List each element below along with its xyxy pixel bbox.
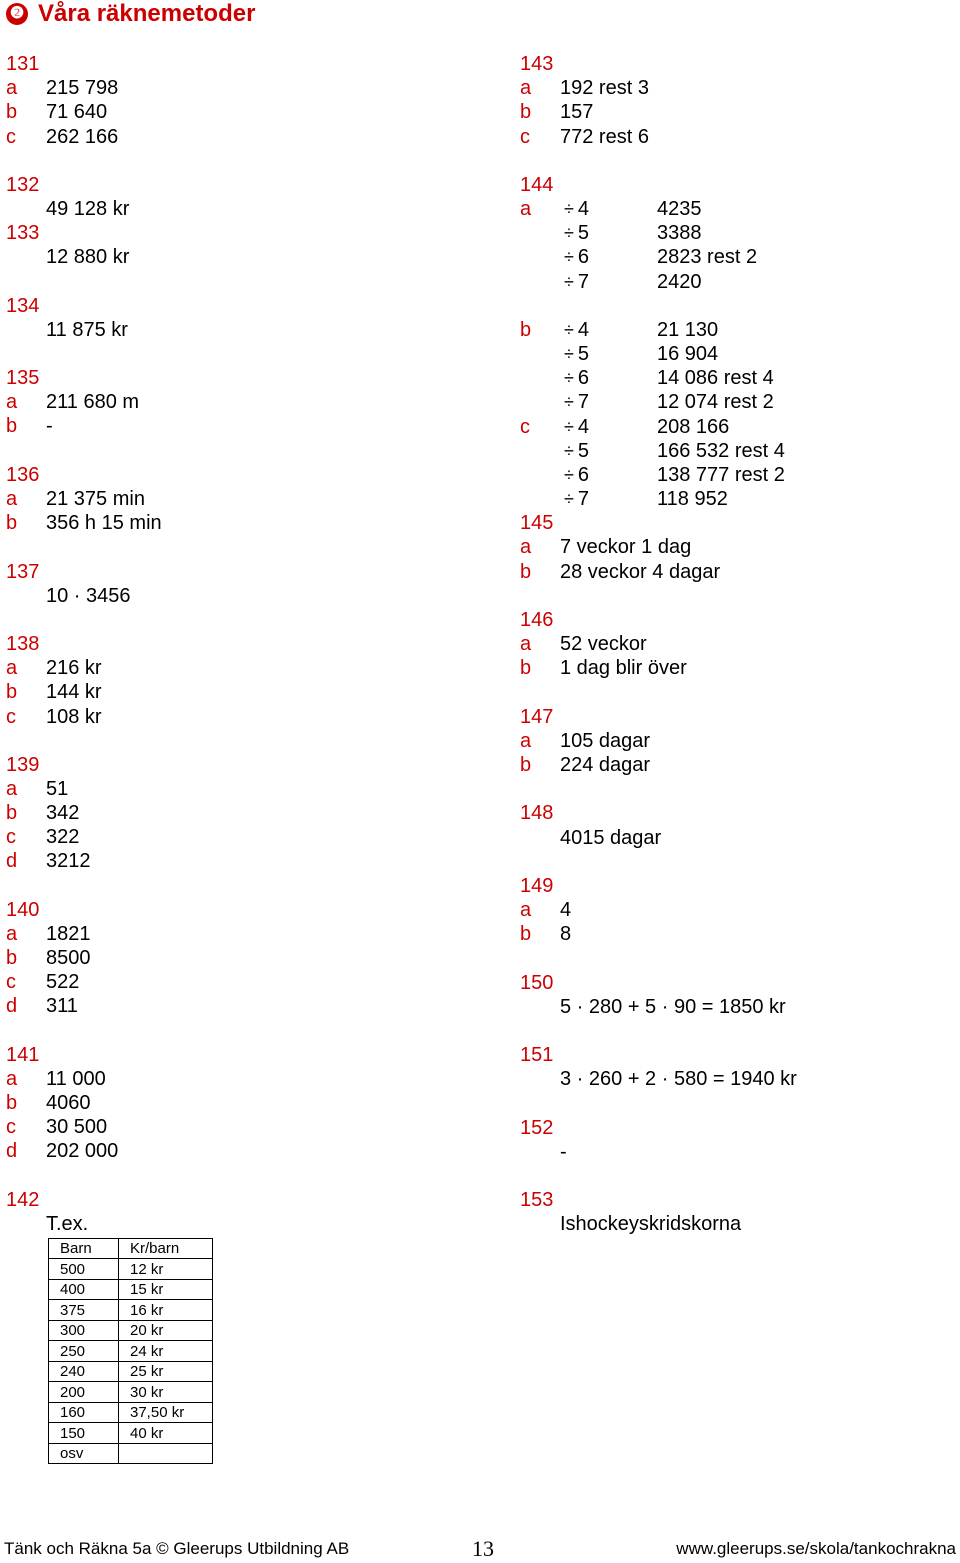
part-label: b (520, 754, 532, 777)
section-number-badge: ❷ (6, 3, 28, 25)
exercise-135 (6, 366, 466, 439)
answer: 7 veckor 1 dag (560, 536, 692, 559)
divisor (564, 366, 594, 390)
answer: 12 880 kr (46, 246, 130, 269)
table-row (49, 1300, 213, 1321)
footer-copyright: Tänk och Räkna 5a © Gleerups Utbildning AB (4, 1539, 350, 1558)
part-label: b (6, 101, 18, 124)
exercise-number: 142 (6, 1188, 40, 1211)
exercise-number: 139 (6, 753, 40, 776)
answer: 202 000 (46, 1140, 119, 1163)
table-row (49, 1443, 213, 1464)
answer: - (560, 1140, 567, 1163)
divisor (564, 390, 594, 414)
answer: 356 h 15 min (46, 512, 162, 535)
divisor-value: 5 (577, 222, 590, 245)
table-row (49, 1423, 213, 1444)
divisor (564, 415, 594, 439)
exercise-142 (6, 1188, 466, 1465)
page-number: 13 (472, 1536, 494, 1561)
divisor (564, 463, 594, 487)
exercise-number: 145 (520, 512, 554, 535)
answer: 342 (46, 802, 80, 825)
part-label: d (6, 995, 18, 1018)
quotient: 16 904 (657, 343, 719, 366)
quotient: 4235 (657, 197, 702, 220)
barn-cell: osv (49, 1443, 119, 1464)
kr-per-barn-cell: 12 kr (119, 1259, 213, 1280)
exercise-number: 148 (520, 802, 554, 825)
page-title-text: Våra räknemetoder (38, 0, 256, 27)
answer: 49 128 kr (46, 197, 130, 220)
exercise-number: 153 (520, 1189, 554, 1212)
divide-icon: ÷ (564, 440, 574, 461)
answer: 1 dag blir över (560, 657, 687, 680)
column-header: Kr/barn (119, 1238, 213, 1259)
answer: 311 (46, 995, 78, 1018)
page-footer (4, 1536, 956, 1562)
exercise-number: 137 (6, 560, 40, 583)
part-label: a (6, 657, 18, 680)
kr-per-barn-cell: 37,50 kr (119, 1402, 213, 1423)
part-label: b (6, 802, 18, 825)
exercise-148 (520, 801, 960, 849)
answer: 211 680 m (46, 391, 140, 414)
answer: 10 · 3456 (46, 584, 131, 607)
barn-cell: 500 (49, 1259, 119, 1280)
exercise-150 (520, 971, 960, 1019)
divisor-value: 6 (577, 246, 590, 269)
division-row (520, 463, 960, 487)
part-label: b (6, 681, 18, 704)
division-row (520, 366, 960, 390)
exercise-147 (520, 705, 960, 778)
part-label: a (520, 536, 532, 559)
exercise-number: 149 (520, 874, 554, 897)
exercise-number: 150 (520, 971, 554, 994)
part-label: a (6, 922, 18, 945)
answer: 215 798 (46, 77, 119, 100)
part-label: c (520, 415, 530, 438)
divisor-value: 4 (577, 318, 590, 341)
quotient: 2420 (657, 270, 702, 293)
divisor (564, 221, 594, 245)
divide-icon: ÷ (564, 416, 574, 437)
kr-per-barn-cell: 25 kr (119, 1361, 213, 1382)
answer: 1821 (46, 922, 91, 945)
answer: 216 kr (46, 657, 102, 680)
exercise-number: 143 (520, 53, 554, 75)
part-label: c (6, 705, 16, 728)
answer: 4060 (46, 1091, 91, 1114)
left-column (6, 52, 466, 1488)
answer: 522 (46, 971, 80, 994)
answer: 322 (46, 826, 80, 849)
part-label: d (6, 850, 18, 873)
table-row (49, 1320, 213, 1341)
divisor-value: 7 (577, 391, 590, 414)
quotient: 21 130 (657, 318, 719, 341)
part-label: b (6, 947, 18, 969)
division-row (520, 439, 960, 463)
divisor (564, 197, 594, 221)
answer: 224 dagar (560, 754, 651, 777)
barn-cell: 375 (49, 1300, 119, 1321)
quotient: 2823 rest 2 (657, 246, 758, 269)
exercise-152 (520, 1116, 960, 1164)
part-label: b (6, 415, 18, 438)
kr-per-barn-cell: 24 kr (119, 1341, 213, 1362)
division-row (520, 245, 960, 269)
part-label: a (520, 77, 532, 100)
exercise-number: 140 (6, 898, 40, 921)
answer: 11 000 (46, 1067, 106, 1090)
part-label: a (6, 77, 18, 100)
answer: 8500 (46, 947, 91, 969)
barn-cell: 240 (49, 1361, 119, 1382)
barn-cell: 300 (49, 1320, 119, 1341)
exercise-146 (520, 608, 960, 681)
kr-per-barn-cell: 20 kr (119, 1320, 213, 1341)
table-header-row (49, 1238, 213, 1259)
divide-icon: ÷ (564, 392, 574, 413)
answer: 157 (560, 101, 594, 124)
barn-cell: 250 (49, 1341, 119, 1362)
answer: 3 · 260 + 2 · 580 = 1940 kr (560, 1068, 797, 1091)
answer: 28 veckor 4 dagar (560, 560, 721, 583)
barn-cell: 200 (49, 1382, 119, 1403)
exercise-143 (520, 52, 960, 149)
division-row (520, 221, 960, 245)
division-row (520, 342, 960, 366)
exercise-number: 141 (6, 1043, 40, 1066)
right-column (520, 52, 960, 1261)
exercise-149 (520, 874, 960, 947)
answer: 52 veckor (560, 633, 647, 656)
divide-icon: ÷ (564, 198, 574, 219)
column-header: Barn (49, 1238, 119, 1259)
table-row (49, 1279, 213, 1300)
quotient: 166 532 rest 4 (657, 439, 785, 462)
exercise-number: 134 (6, 294, 40, 317)
exercise-number: 138 (6, 632, 40, 655)
exercise-number: 131 (6, 53, 40, 75)
kr-per-barn-cell: 30 kr (119, 1382, 213, 1403)
exercise-131 (6, 52, 466, 149)
part-label: c (6, 971, 16, 994)
divisor (564, 342, 594, 366)
divisor-value: 4 (577, 197, 590, 220)
answer: 4015 dagar (560, 826, 662, 849)
divide-icon: ÷ (564, 368, 574, 389)
part-label: a (6, 777, 18, 800)
answer: 5 · 280 + 5 · 90 = 1850 kr (560, 995, 786, 1018)
divisor-value: 6 (577, 367, 590, 390)
answer: 21 375 min (46, 488, 145, 510)
barn-cell: 150 (49, 1423, 119, 1444)
exercise-number: 132 (6, 173, 40, 196)
answer: 30 500 (46, 1116, 108, 1139)
answer: 3212 (46, 850, 91, 873)
exercise-151 (520, 1043, 960, 1091)
table-row (49, 1341, 213, 1362)
part-label: a (6, 1067, 18, 1090)
answer: 71 640 (46, 101, 108, 124)
divisor-value: 5 (577, 343, 590, 366)
quotient: 138 777 rest 2 (657, 464, 785, 486)
divisor (564, 487, 594, 511)
part-label: a (520, 633, 532, 656)
quotient: 208 166 (657, 415, 730, 438)
divide-icon: ÷ (564, 465, 574, 485)
divisor-value: 7 (577, 270, 590, 293)
exercise-133 (6, 221, 466, 269)
part-label: b (520, 560, 532, 583)
part-label: b (520, 101, 532, 124)
divisor-value: 7 (577, 488, 590, 511)
exercise-number: 147 (520, 705, 554, 728)
part-label: c (6, 1116, 16, 1139)
divisor (564, 245, 594, 269)
division-row (520, 487, 960, 511)
divisor (564, 439, 594, 463)
divisor-value: 4 (577, 415, 590, 438)
divide-icon: ÷ (564, 319, 574, 340)
division-row (520, 197, 960, 221)
answer: 262 166 (46, 125, 119, 148)
kr-per-barn-cell: 16 kr (119, 1300, 213, 1321)
kr-per-barn-cell: 15 kr (119, 1279, 213, 1300)
part-label: a (520, 197, 532, 220)
exercise-number: 136 (6, 463, 40, 486)
exercise-132 (6, 173, 466, 221)
divisor-value: 5 (577, 439, 590, 462)
example-label: T.ex. (46, 1212, 89, 1235)
exercise-138 (6, 632, 466, 729)
exercise-141 (6, 1043, 466, 1164)
divide-icon: ÷ (564, 247, 574, 268)
divisor (564, 318, 594, 342)
exercise-number: 133 (6, 222, 40, 245)
divide-icon: ÷ (564, 344, 574, 365)
table-row (49, 1402, 213, 1423)
part-label: a (520, 899, 532, 921)
kr-per-barn-cell: 40 kr (119, 1423, 213, 1444)
exercise-number: 146 (520, 608, 554, 631)
exercise-number: 152 (520, 1116, 554, 1139)
answer: 11 875 kr (46, 318, 128, 341)
quotient: 14 086 rest 4 (657, 367, 774, 390)
table-row (49, 1361, 213, 1382)
part-label: b (520, 923, 532, 946)
part-label: c (6, 826, 16, 849)
division-row (520, 390, 960, 414)
barn-price-table (48, 1238, 213, 1465)
part-label: b (6, 1091, 18, 1114)
answer: 192 rest 3 (560, 77, 649, 100)
exercise-137 (6, 560, 466, 608)
exercise-number: 151 (520, 1044, 554, 1067)
divide-icon: ÷ (564, 223, 574, 244)
answer: 8 (560, 923, 572, 946)
quotient: 118 952 (657, 488, 728, 511)
exercise-134 (6, 294, 466, 342)
part-label: b (520, 318, 532, 341)
divisor (564, 270, 594, 294)
answer: 4 (560, 899, 572, 921)
table-row (49, 1259, 213, 1280)
exercise-136 (6, 463, 466, 536)
divide-icon: ÷ (564, 489, 574, 510)
answer: - (46, 415, 53, 438)
division-list-b (520, 318, 960, 415)
answer: 772 rest 6 (560, 125, 649, 148)
table-row (49, 1382, 213, 1403)
exercise-number: 135 (6, 367, 40, 390)
exercise-139 (6, 753, 466, 874)
division-row (520, 318, 960, 342)
answer: Ishockeyskridskorna (560, 1213, 742, 1236)
kr-per-barn-cell (119, 1443, 213, 1464)
divide-icon: ÷ (564, 271, 574, 292)
answer: 51 (46, 777, 69, 800)
exercise-145 (520, 511, 960, 584)
division-row (520, 270, 960, 294)
answer: 144 kr (46, 681, 102, 704)
answer: 108 kr (46, 705, 102, 728)
part-label: d (6, 1140, 18, 1163)
quotient: 12 074 rest 2 (657, 391, 774, 414)
part-label: b (6, 512, 18, 535)
barn-cell: 160 (49, 1402, 119, 1423)
page-title (6, 0, 255, 28)
exercise-number: 144 (520, 173, 554, 196)
part-label: a (520, 729, 532, 752)
answer: 105 dagar (560, 729, 651, 752)
divisor-value: 6 (577, 464, 590, 486)
part-label: c (6, 125, 16, 148)
part-label: a (6, 391, 18, 414)
barn-cell: 400 (49, 1279, 119, 1300)
exercise-144 (520, 173, 960, 512)
division-list-a (520, 197, 960, 294)
part-label: c (520, 125, 530, 148)
division-list-c (520, 415, 960, 512)
part-label: a (6, 488, 18, 510)
exercise-140 (6, 898, 466, 1019)
exercise-153 (520, 1188, 960, 1236)
footer-url: www.gleerups.se/skola/tankochrakna (676, 1539, 956, 1558)
division-row (520, 415, 960, 439)
part-label: b (520, 657, 532, 680)
quotient: 3388 (657, 222, 702, 245)
